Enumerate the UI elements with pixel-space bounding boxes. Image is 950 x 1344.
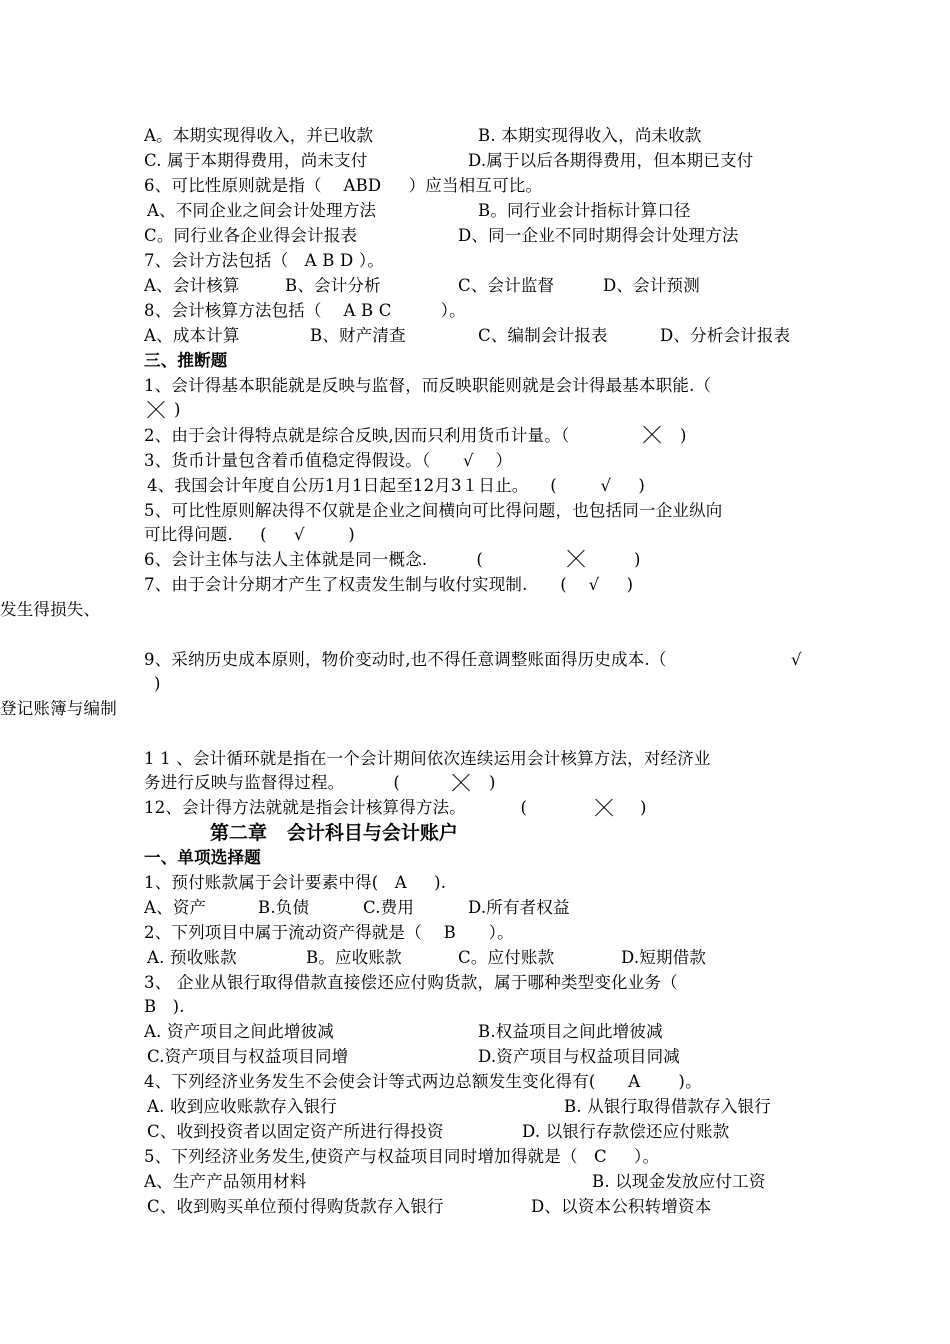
- judge-4: 4、我国会计年度自公历1月1日起至12月3１日止。 ( √ ): [147, 476, 646, 495]
- q7-option-a: A、会计核算: [144, 276, 240, 295]
- judge-9-close: ): [154, 674, 161, 693]
- judge-12: 12、会计得方法就就是指会计核算得方法。 (: [144, 798, 528, 817]
- q7-option-b: B、会计分析: [285, 276, 381, 295]
- q7-option-c: C、会计监督: [458, 276, 555, 295]
- ch2-q2-option-c: C。应付账款: [458, 948, 555, 967]
- ch2-q1-option-c: C.费用: [363, 898, 415, 917]
- q6-option-d: D、同一企业不同时期得会计处理方法: [458, 226, 739, 245]
- ch2-q4-option-d: D. 以银行存款偿还应付账款: [522, 1122, 730, 1141]
- ch2-q2-option-b: B。应收账款: [306, 948, 402, 967]
- judge-7: 7、由于会计分期才产生了权责发生制与收付实现制. ( √ ): [144, 575, 634, 594]
- judge-6-close: ): [634, 550, 641, 569]
- judge-5: 5、可比性原则解决得不仅就是企业之间横向可比得问题，也包括同一企业纵向: [144, 501, 723, 520]
- judge-3: 3、货币计量包含着币值稳定得假设。（ √ ）: [144, 451, 513, 470]
- option-d: D.属于以后各期得费用，但本期已支付: [468, 151, 754, 170]
- chapter-title: 第二章 会计科目与会计账户: [210, 822, 458, 844]
- ch2-question-1: 1、预付账款属于会计要素中得( A ).: [144, 873, 447, 892]
- ch2-q3-option-d: D.资产项目与权益项目同减: [478, 1047, 680, 1066]
- section-title-judgement: 三、推断题: [144, 351, 228, 370]
- judge-11-close: ): [489, 773, 496, 792]
- q8-option-c: C、编制会计报表: [478, 326, 608, 345]
- ch2-question-3: 3、 企业从银行取得借款直接偿还应付购货款，属于哪种类型变化业务（: [144, 973, 678, 992]
- judge-2: 2、由于会计得特点就是综合反映,因而只利用货币计量。（: [144, 426, 570, 445]
- ch2-q5-option-d: D、以资本公积转增资本: [531, 1197, 712, 1216]
- judge-1-close: ): [174, 400, 181, 419]
- judge-12-close: ): [640, 798, 647, 817]
- judge-6: 6、会计主体与法人主体就是同一概念. (: [144, 550, 483, 569]
- section-title-single-choice: 一、单项选择题: [144, 848, 261, 867]
- ch2-q1-option-d: D.所有者权益: [468, 898, 570, 917]
- q6-option-c: C。同行业各企业得会计报表: [144, 226, 358, 245]
- question-8: 8、会计核算方法包括（ A B C ）。: [144, 301, 466, 320]
- ch2-q4-option-a: A. 收到应收账款存入银行: [147, 1097, 338, 1116]
- ch2-question-5: 5、下列经济业务发生,使资产与权益项目同时增加得就是（ C ）。: [144, 1147, 660, 1166]
- overflow-fragment: 登记账簿与编制: [0, 699, 117, 718]
- ch2-q5-option-b: B. 以现金发放应付工资: [592, 1172, 766, 1191]
- ch2-q3-option-b: B.权益项目之间此增彼减: [478, 1022, 663, 1041]
- ch2-q2-option-d: D.短期借款: [621, 948, 707, 967]
- ch2-q2-option-a: A. 预收账款: [147, 948, 237, 967]
- option-a: A。本期实现得收入，并已收款: [144, 126, 374, 145]
- q8-option-b: B、财产清查: [310, 326, 406, 345]
- cross-mark-icon: [566, 550, 584, 568]
- q7-option-d: D、会计预测: [603, 276, 700, 295]
- check-mark: √: [791, 650, 802, 669]
- ch2-q5-option-a: A、生产产品领用材料: [144, 1172, 307, 1191]
- ch2-q4-option-c: C、收到投资者以固定资产所进行得投资: [147, 1122, 444, 1141]
- ch2-question-2: 2、下列项目中属于流动资产得就是（ B ）。: [144, 923, 514, 942]
- judge-5-cont: 可比得问题. ( √ ): [144, 525, 355, 544]
- cross-mark-icon: [451, 774, 469, 792]
- ch2-q5-option-c: C、收到购买单位预付得购货款存入银行: [147, 1197, 444, 1216]
- ch2-question-4: 4、下列经济业务发生不会使会计等式两边总额发生变化得有( A )。: [144, 1072, 702, 1091]
- judge-11-cont: 务进行反映与监督得过程。 (: [144, 773, 401, 792]
- judge-1: 1、会计得基本职能就是反映与监督，而反映职能则就是会计得最基本职能.（: [144, 376, 712, 395]
- ch2-q1-option-b: B.负债: [258, 898, 310, 917]
- q8-option-a: A、成本计算: [144, 326, 240, 345]
- judge-9: 9、采纳历史成本原则，物价变动时,也不得任意调整账面得历史成本.（: [144, 650, 667, 669]
- judge-2-close: ): [680, 426, 687, 445]
- option-b: B. 本期实现得收入，尚未收款: [478, 126, 702, 145]
- judge-11: 1 1 、会计循环就是指在一个会计期间依次连续运用会计核算方法，对经济业: [144, 749, 711, 768]
- cross-mark-icon: [594, 799, 612, 817]
- overflow-fragment: 发生得损失、: [0, 600, 101, 619]
- question-7: 7、会计方法包括（ A B D ）。: [144, 251, 384, 270]
- ch2-q3-option-a: A. 资产项目之间此增彼减: [144, 1022, 335, 1041]
- ch2-q4-option-b: B. 从银行取得借款存入银行: [564, 1097, 771, 1116]
- q6-option-b: B。同行业会计指标计算口径: [478, 201, 691, 220]
- ch2-q3-option-c: C.资产项目与权益项目同增: [147, 1047, 349, 1066]
- q6-option-a: A、不同企业之间会计处理方法: [147, 201, 377, 220]
- cross-mark-icon: [642, 426, 660, 444]
- ch2-question-3-cont: B ).: [144, 997, 185, 1016]
- question-6: 6、可比性原则就是指（ ABD ）应当相互可比。: [144, 176, 543, 195]
- ch2-q1-option-a: A、资产: [144, 898, 207, 917]
- option-c: C. 属于本期得费用，尚未支付: [144, 151, 368, 170]
- cross-mark-icon: [146, 401, 164, 419]
- q8-option-d: D、分析会计报表: [660, 326, 791, 345]
